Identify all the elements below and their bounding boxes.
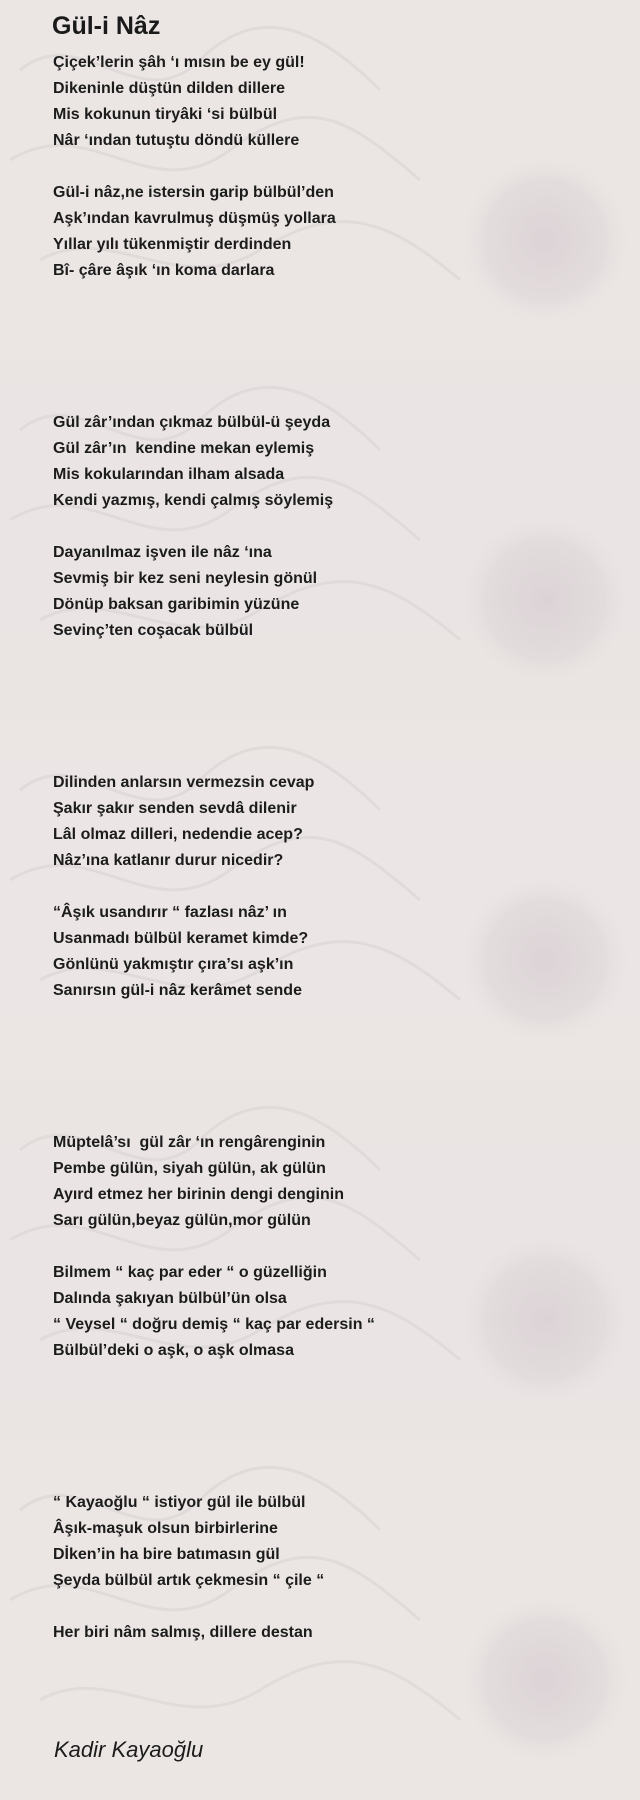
poem-line: Gül-i nâz,ne istersin garip bülbül’den [53,184,334,201]
stanza-6 [53,900,308,1004]
stanza-3 [53,410,333,514]
poem-line: “Âşık usandırır “ fazlası nâz’ ın [53,904,287,921]
poem-line: Mis kokularından ilham alsada [53,466,285,483]
poem-line: Gül zâr’ın kendine mekan eylemiş [53,440,315,457]
poem-line: Aşk’ından kavrulmuş düşmüş yollara [53,210,336,227]
poem-line: Usanmadı bülbül keramet kimde? [53,930,309,947]
poem-line: Âşık-maşuk olsun birbirlerine [53,1520,278,1537]
stanza-8 [53,1260,375,1364]
poem-line: Bülbül’deki o aşk, o aşk olmasa [53,1342,294,1359]
poem-line: Şeyda bülbül artık çekmesin “ çile “ [53,1572,325,1589]
poem-line: Pembe gülün, siyah gülün, ak gülün [53,1160,326,1177]
poem-line: Sevmiş bir kez seni neylesin gönül [53,570,318,587]
poem-line: Dalında şakıyan bülbül’ün olsa [53,1290,287,1307]
poem-line: Dayanılmaz işven ile nâz ‘ına [53,544,272,561]
poem-line: Lâl olmaz dilleri, nedendie acep? [53,826,303,843]
poem-line: Çiçek’lerin şâh ‘ı mısın be ey gül! [53,54,305,71]
stanza-9 [53,1490,324,1594]
poem-line: Dönüp baksan garibimin yüzüne [53,596,300,613]
stanza-2 [53,180,336,284]
poem-line: Dilinden anlarsın vermezsin cevap [53,774,315,791]
stanza-7 [53,1130,344,1234]
poem-line: Ayırd etmez her birinin dengi denginin [53,1186,344,1203]
poem-line: Dikeninle düştün dilden dillere [53,80,286,97]
stanza-5 [53,770,314,874]
poem-line: Şakır şakır senden sevdâ dilenir [53,800,297,817]
stanza-1 [53,50,305,154]
poem-line: Müptelâ’sı gül zâr ‘ın rengârenginin [53,1134,326,1151]
poem-title: Gül-i Nâz [52,12,161,40]
poem-line: Dİken’in ha bire batımasın gül [53,1546,280,1563]
poem-line: Her biri nâm salmış, dillere destan [53,1624,313,1641]
poem-line: Sanırsın gül-i nâz kerâmet sende [53,982,302,999]
poem-line: Nâr ‘ından tutuştu döndü küllere [53,132,300,149]
stanza-10 [53,1620,313,1646]
poem-line: Bilmem “ kaç par eder “ o güzelliğin [53,1264,327,1281]
poem-line: Yıllar yılı tükenmiştir derdinden [53,236,292,253]
poem-line: Gül zâr’ından çıkmaz bülbül-ü şeyda [53,414,331,431]
poem-line: Bî- çâre âşık ‘ın koma darlara [53,262,275,279]
poem-author: Kadir Kayaoğlu [54,1737,204,1762]
poem-line: Nâz’ına katlanır durur nicedir? [53,852,284,869]
stanza-4 [53,540,317,644]
poem-line: Mis kokunun tiryâki ‘si bülbül [53,106,278,123]
poem-line: Kendi yazmış, kendi çalmış söylemiş [53,492,334,509]
poem-line: Sarı gülün,beyaz gülün,mor gülün [53,1212,311,1229]
poem-line: Gönlünü yakmıştır çıra’sı aşk’ın [53,956,294,973]
poem-line: “ Veysel “ doğru demiş “ kaç par edersin “ [53,1316,375,1333]
poem-line: Sevinç’ten coşacak bülbül [53,622,254,639]
poem-line: “ Kayaoğlu “ istiyor gül ile bülbül [53,1494,306,1511]
